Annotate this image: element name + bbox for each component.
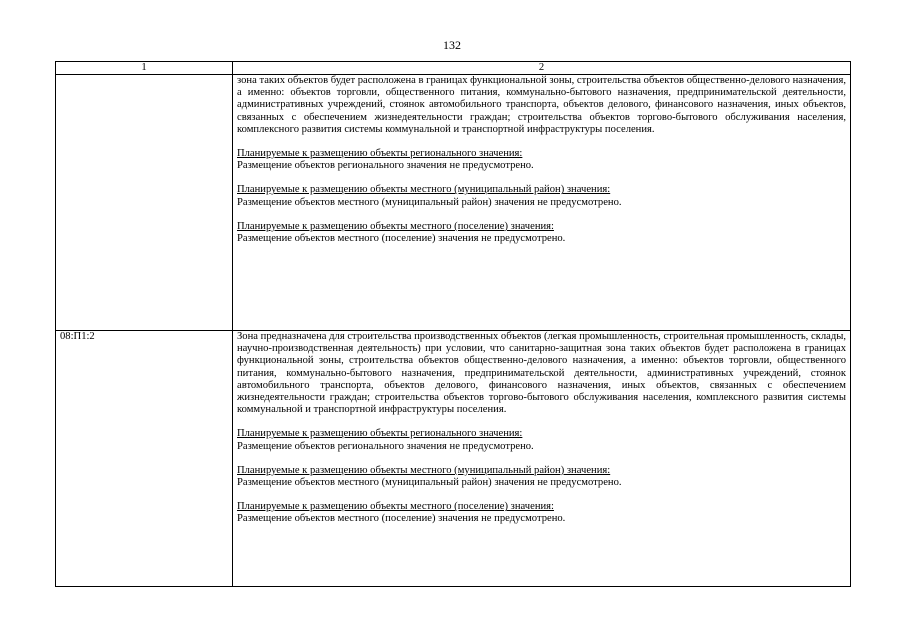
table-row [56, 75, 851, 331]
settlement-objects-section [237, 501, 846, 525]
section-heading: Планируемые к размещению объекты местного (поселение) значения: [237, 501, 554, 513]
column-header-2: 2 [233, 62, 851, 75]
zone-code-cell: 08:П1:2 [56, 331, 233, 587]
section-text: Размещение объектов регионального значения не предусмотрено. [237, 160, 534, 172]
municipal-district-objects-section [237, 184, 846, 208]
zones-table [55, 61, 851, 587]
zone-description-cell [233, 331, 851, 587]
section-text: Размещение объектов местного (муниципальный район) значения не предусмотрено. [237, 196, 622, 208]
zone-description: зона таких объектов будет расположена в границах функциональной зоны, строительства объектов общественно-делового назначения, а именно: объектов торговли, общественного питания, коммунально-бытового назначения, предпринимательской деятельности, административных учреждений, стоянок автомобильного транспорта, объектов делового, финансового назначения, иных объектов, связанных с обеспечением жизнедеятельности граждан; строительства объектов торгово-бытового обслуживания населения, комплексного развития системы коммунальной и транспортной инфраструктуры поселения. [237, 75, 846, 135]
section-text: Размещение объектов местного (поселение) значения не предусмотрено. [237, 513, 566, 525]
municipal-district-objects-section [237, 465, 846, 489]
table-row [56, 331, 851, 587]
zone-description-cell [233, 75, 851, 331]
section-text: Размещение объектов местного (поселение) значения не предусмотрено. [237, 233, 566, 245]
settlement-objects-section [237, 221, 846, 245]
regional-objects-section [237, 148, 846, 172]
section-heading: Планируемые к размещению объекты местного (поселение) значения: [237, 220, 554, 232]
zone-code-cell [56, 75, 233, 331]
zone-description: Зона предназначена для строительства производственных объектов (легкая промышленность, строительная промышленность, склады, научно-производственная деятельность) при условии, что санитарно-защитная зона таких объектов будет расположена в границах функциональной зоны, строительства объектов общественно-делового назначения, а именно: объектов торговли, общественного питания, коммунально-бытового назначения, предпринимательской деятельности, административных учреждений, стоянок автомобильного транспорта, объектов делового, финансового назначения, иных объектов, связанных с обеспечением жизнедеятельности граждан; строительства объектов торгово-бытового обслуживания населения, комплексного развития системы коммунальной и транспортной инфраструктуры поселения. [237, 331, 846, 416]
column-header-1: 1 [56, 62, 233, 75]
regional-objects-section [237, 428, 846, 452]
section-heading: Планируемые к размещению объекты регионального значения: [237, 428, 523, 440]
page-number: 132 [443, 38, 461, 52]
section-heading: Планируемые к размещению объекты регионального значения: [237, 148, 523, 160]
section-heading: Планируемые к размещению объекты местного (муниципальный район) значения: [237, 464, 611, 476]
section-text: Размещение объектов регионального значения не предусмотрено. [237, 440, 534, 452]
section-text: Размещение объектов местного (муниципальный район) значения не предусмотрено. [237, 477, 622, 489]
section-heading: Планируемые к размещению объекты местного (муниципальный район) значения: [237, 184, 611, 196]
table-header-row [56, 62, 851, 75]
